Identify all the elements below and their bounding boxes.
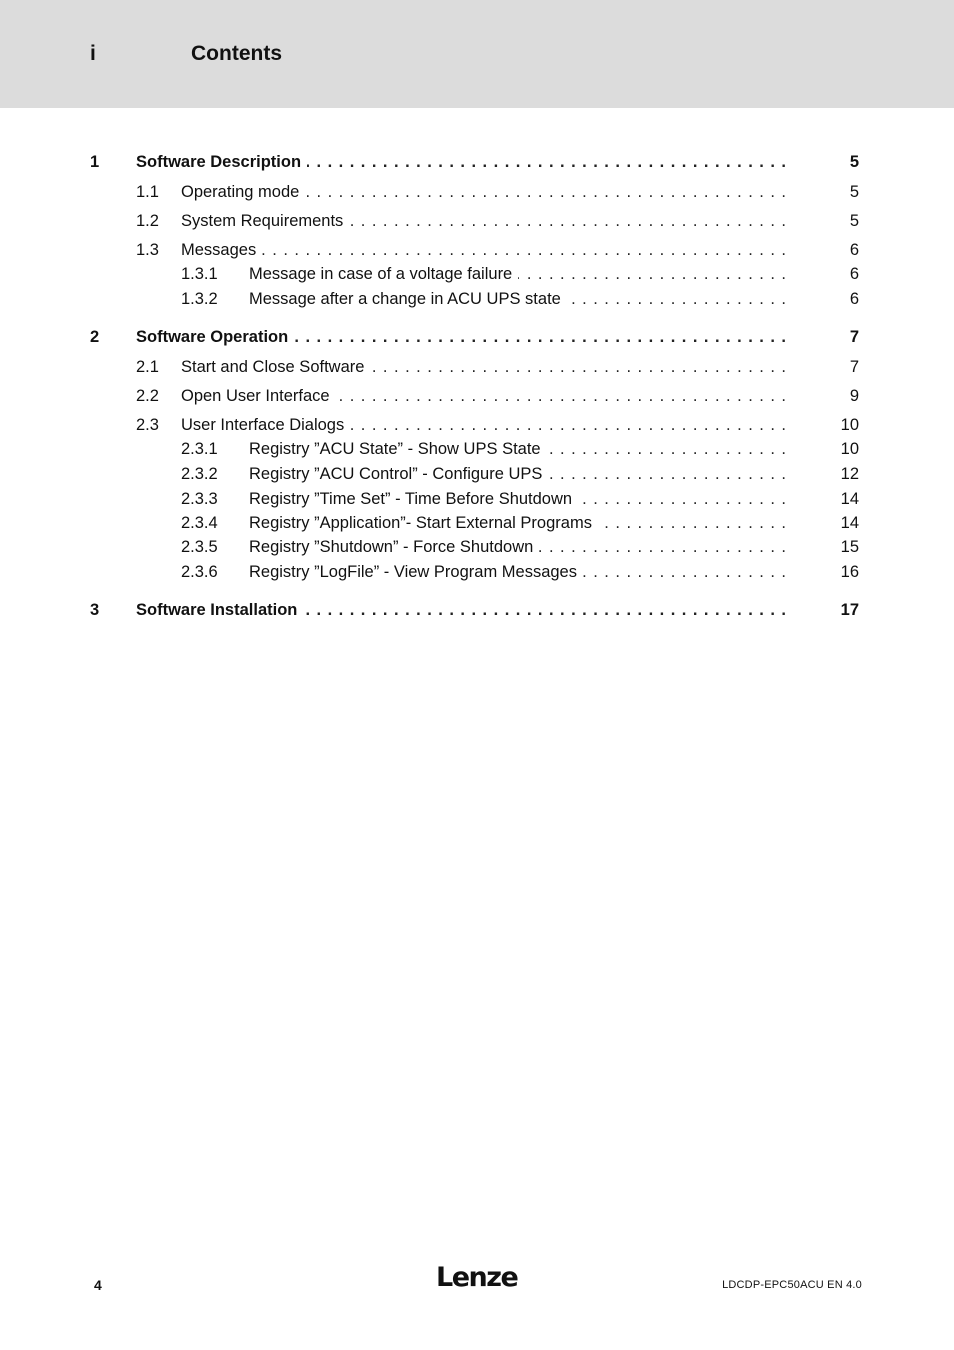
toc-entry-number: 1.3.2 — [181, 290, 218, 308]
toc-entry[interactable] — [0, 151, 954, 173]
toc-entry-number: 2.3.2 — [181, 465, 218, 483]
toc-entry-number: 1.1 — [136, 183, 159, 201]
toc-entry[interactable] — [0, 512, 954, 534]
toc-entry[interactable] — [0, 488, 954, 510]
toc-entry-title[interactable]: Messages — [181, 239, 262, 261]
toc-entry-page[interactable]: 10 — [840, 416, 859, 434]
toc-leader-dots — [181, 239, 786, 261]
toc-entry-title[interactable]: Operating mode — [181, 181, 305, 203]
toc-entry-number: 2.3.4 — [181, 514, 218, 532]
toc-entry-number: 2.3.6 — [181, 563, 218, 581]
toc-entry-number: 1.3.1 — [181, 265, 218, 283]
toc-entry-title[interactable]: Open User Interface — [181, 385, 336, 407]
toc-entry[interactable] — [0, 599, 954, 621]
toc-entry-page[interactable]: 5 — [849, 212, 859, 230]
toc-entry-number: 2.3.1 — [181, 440, 218, 458]
toc-entry-page[interactable]: 14 — [840, 490, 859, 508]
toc-entry-page[interactable]: 5 — [849, 153, 859, 171]
chapter-marker: i — [90, 42, 96, 65]
toc-entry-title[interactable]: Registry ”LogFile” - View Program Messages — [249, 561, 583, 583]
toc-entry[interactable] — [0, 561, 954, 583]
toc-entry-number: 2.2 — [136, 387, 159, 405]
toc-entry-page[interactable]: 6 — [849, 265, 859, 283]
toc-entry-number: 2 — [90, 328, 100, 346]
toc-entry[interactable] — [0, 263, 954, 285]
toc-entry-page[interactable]: 7 — [849, 358, 859, 376]
toc-entry-page[interactable]: 10 — [840, 440, 859, 458]
toc-entry-title[interactable]: Registry ”ACU Control” - Configure UPS — [249, 463, 548, 485]
document-id: LDCDP-EPC50ACU EN 4.0 — [722, 1279, 862, 1291]
toc-entry[interactable] — [0, 463, 954, 485]
toc-entry-title[interactable]: Software Installation — [136, 599, 303, 621]
toc-entry-page[interactable]: 5 — [849, 183, 859, 201]
toc-entry[interactable] — [0, 536, 954, 558]
toc-entry[interactable] — [0, 288, 954, 310]
toc-entry[interactable] — [0, 181, 954, 203]
toc-entry-page[interactable]: 7 — [849, 328, 859, 346]
page-title: Contents — [191, 42, 282, 65]
toc-entry-page[interactable]: 12 — [840, 465, 859, 483]
toc-entry-number: 2.3.5 — [181, 538, 218, 556]
toc-entry-title[interactable]: Registry ”Time Set” - Time Before Shutdown — [249, 488, 578, 510]
toc-entry-title[interactable]: System Requirements — [181, 210, 349, 232]
toc-entry[interactable] — [0, 385, 954, 407]
toc-entry-page[interactable]: 16 — [840, 563, 859, 581]
toc-entry[interactable] — [0, 356, 954, 378]
toc-entry[interactable] — [0, 210, 954, 232]
footer-page-number: 4 — [94, 1277, 102, 1293]
toc-entry-number: 1.2 — [136, 212, 159, 230]
toc-entry[interactable] — [0, 414, 954, 436]
toc-entry-page[interactable]: 17 — [840, 601, 859, 619]
toc-entry-number: 3 — [90, 601, 100, 619]
toc-entry[interactable] — [0, 326, 954, 348]
toc-entry-title[interactable]: Message in case of a voltage failure — [249, 263, 518, 285]
toc-entry-page[interactable]: 6 — [849, 290, 859, 308]
toc-entry-page[interactable]: 15 — [840, 538, 859, 556]
toc-entry-number: 2.3 — [136, 416, 159, 434]
toc-entry-title[interactable]: User Interface Dialogs — [181, 414, 350, 436]
toc-entry[interactable] — [0, 438, 954, 460]
toc-entry-title[interactable]: Start and Close Software — [181, 356, 370, 378]
toc-entry-title[interactable]: Registry ”ACU State” - Show UPS State — [249, 438, 547, 460]
lenze-logo: Lenze — [436, 1262, 518, 1293]
toc-entry-number: 2.1 — [136, 358, 159, 376]
toc-entry-number: 1.3 — [136, 241, 159, 259]
toc-entry-number: 2.3.3 — [181, 490, 218, 508]
toc-entry-title[interactable]: Registry ”Shutdown” - Force Shutdown — [249, 536, 539, 558]
toc-entry-page[interactable]: 9 — [849, 387, 859, 405]
toc-entry[interactable] — [0, 239, 954, 261]
toc-entry-title[interactable]: Registry ”Application”- Start External Programs — [249, 512, 598, 534]
toc-entry-title[interactable]: Message after a change in ACU UPS state — [249, 288, 567, 310]
toc-entry-page[interactable]: 6 — [849, 241, 859, 259]
toc-entry-page[interactable]: 14 — [840, 514, 859, 532]
toc-entry-title[interactable]: Software Description — [136, 151, 307, 173]
toc-entry-title[interactable]: Software Operation — [136, 326, 294, 348]
toc-entry-number: 1 — [90, 153, 100, 171]
